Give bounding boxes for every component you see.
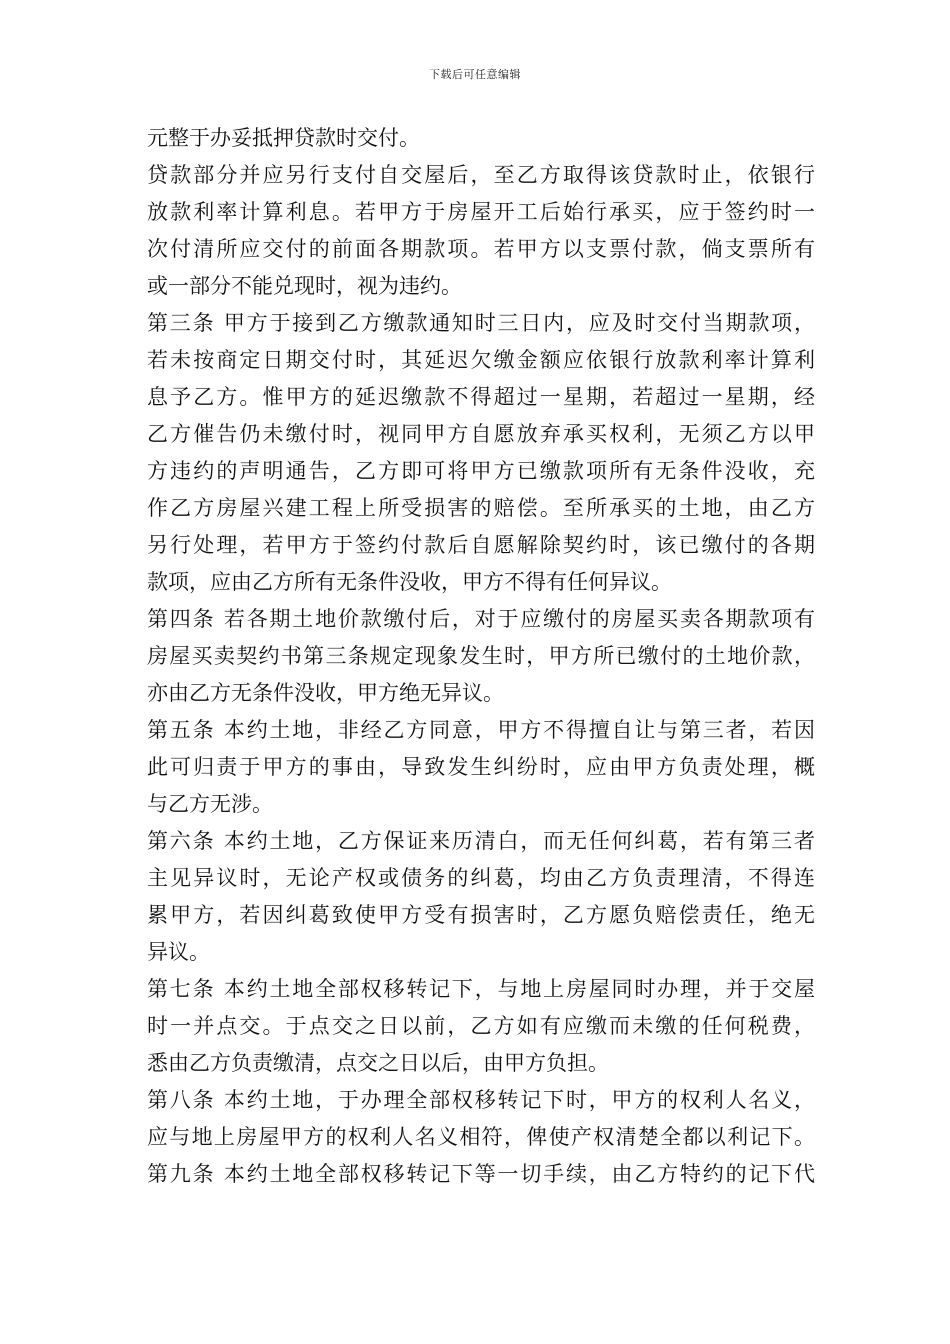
text-line: 贷款部分并应另行支付自交屋后，至乙方取得该贷款时止，依银行 (147, 163, 815, 187)
text-line: 异议。 (147, 940, 210, 964)
page-header: 下载后可任意编辑 (429, 68, 521, 81)
text-line: 元整于办妥抵押贷款时交付。 (147, 126, 420, 150)
text-line: 息予乙方。惟甲方的延迟缴款不得超过一星期，若超过一星期，经 (147, 385, 815, 409)
text-line: 主见异议时，无论产权或债务的纠葛，均由乙方负责理清，不得连 (147, 866, 815, 890)
text-line: 第三条 甲方于接到乙方缴款通知时三日内，应及时交付当期款项， (147, 311, 815, 335)
text-line: 与乙方无涉。 (147, 792, 273, 816)
text-line: 第八条 本约土地，于办理全部权移转记下时，甲方的权利人名义， (147, 1088, 815, 1112)
text-line: 款项，应由乙方所有无条件没收，甲方不得有任何异议。 (147, 570, 672, 594)
text-line: 亦由乙方无条件没收，甲方绝无异议。 (147, 681, 504, 705)
text-line: 作乙方房屋兴建工程上所受损害的赔偿。至所承买的土地，由乙方 (147, 496, 815, 520)
text-line: 第九条 本约土地全部权移转记下等一切手续，由乙方特约的记下代 (147, 1162, 815, 1186)
text-line: 第五条 本约土地，非经乙方同意，甲方不得擅自让与第三者，若因 (147, 718, 815, 742)
text-line: 累甲方，若因纠葛致使甲方受有损害时，乙方愿负赔偿责任，绝无 (147, 903, 815, 927)
text-line: 乙方催告仍未缴付时，视同甲方自愿放弃承买权利，无须乙方以甲 (147, 422, 815, 446)
text-line: 应与地上房屋甲方的权利人名义相符，俾使产权清楚全都以利记下。 (147, 1125, 815, 1149)
text-line: 时一并点交。于点交之日以前，乙方如有应缴而未缴的任何税费， (147, 1014, 815, 1038)
text-line: 方违约的声明通告，乙方即可将甲方已缴款项所有无条件没收，充 (147, 459, 815, 483)
text-line: 次付清所应交付的前面各期款项。若甲方以支票付款，倘支票所有 (147, 237, 815, 261)
text-line: 另行处理，若甲方于签约付款后自愿解除契约时，该已缴付的各期 (147, 533, 815, 557)
text-line: 第四条 若各期土地价款缴付后，对于应缴付的房屋买卖各期款项有 (147, 607, 815, 631)
document-body (147, 120, 815, 1193)
text-line: 房屋买卖契约书第三条规定现象发生时，甲方所已缴付的土地价款， (147, 644, 815, 668)
text-line: 悉由乙方负责缴清，点交之日以后，由甲方负担。 (147, 1051, 609, 1075)
text-line: 或一部分不能兑现时，视为违约。 (147, 274, 462, 298)
text-line: 放款利率计算利息。若甲方于房屋开工后始行承买，应于签约时一 (147, 200, 815, 224)
text-line: 第六条 本约土地，乙方保证来历清白，而无任何纠葛，若有第三者 (147, 829, 815, 853)
text-line: 若未按商定日期交付时，其延迟欠缴金额应依银行放款利率计算利 (147, 348, 815, 372)
text-line: 第七条 本约土地全部权移转记下，与地上房屋同时办理，并于交屋 (147, 977, 815, 1001)
text-line: 此可归责于甲方的事由，导致发生纠纷时，应由甲方负责处理，概 (147, 755, 815, 779)
